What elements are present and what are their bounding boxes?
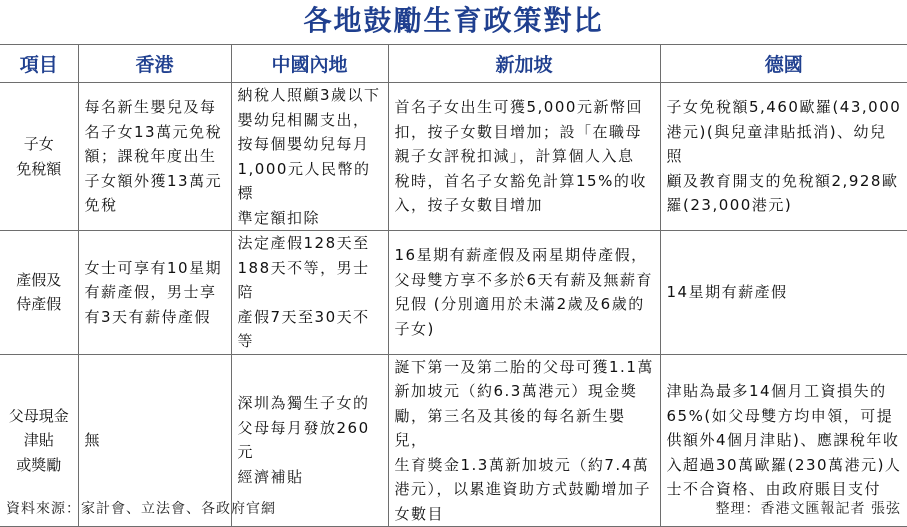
header-germany: 德國 bbox=[660, 45, 907, 83]
cell-hong-kong: 每名新生嬰兒及每 名子女13萬元免稅 額；課稅年度出生 子女額外獲13萬元 免稅 bbox=[78, 83, 231, 231]
row-label: 父母現金 津貼 或獎勵 bbox=[0, 354, 78, 527]
header-singapore: 新加坡 bbox=[388, 45, 660, 83]
policy-comparison-table bbox=[0, 44, 907, 527]
cell-germany: 子女免稅額5,460歐羅(43,000 港元)(與兒童津貼抵消)、幼兒照 顧及教育開支的免稅額2,928歐 羅(23,000港元) bbox=[660, 83, 907, 231]
row-label: 子女 免稅額 bbox=[0, 83, 78, 231]
table-row bbox=[0, 83, 907, 231]
cell-mainland: 法定產假128天至 188天不等，男士陪 產假7天至30天不 等 bbox=[231, 231, 388, 355]
cell-mainland: 深圳為獨生子女的 父母每月發放260元 經濟補貼 bbox=[231, 354, 388, 527]
cell-mainland: 納稅人照顧3歲以下 嬰幼兒相關支出， 按每個嬰幼兒每月 1,000元人民幣的標 準定額扣除 bbox=[231, 83, 388, 231]
header-hong-kong: 香港 bbox=[78, 45, 231, 83]
cell-hong-kong: 女士可享有10星期 有薪產假，男士享 有3天有薪侍產假 bbox=[78, 231, 231, 355]
cell-germany: 津貼為最多14個月工資損失的 65%(如父母雙方均申領，可提 供額外4個月津貼)、應課稅年收 入超過30萬歐羅(230萬港元)人 士不合資格、由政府賬目支付 bbox=[660, 354, 907, 527]
cell-singapore: 首名子女出生可獲5,000元新幣回 扣，按子女數目增加；設「在職母 親子女評稅扣減」，計算個人入息 稅時，首名子女豁免計算15%的收 入，按子女數目增加 bbox=[388, 83, 660, 231]
header-mainland: 中國內地 bbox=[231, 45, 388, 83]
cell-germany: 14星期有薪產假 bbox=[660, 231, 907, 355]
header-item: 項目 bbox=[0, 45, 78, 83]
cell-singapore: 16星期有薪產假及兩星期侍產假， 父母雙方享不多於6天有薪及無薪育 兒假 (分別適用於未滿2歲及6歲的 子女) bbox=[388, 231, 660, 355]
source-note: 資料來源：家計會、立法會、各政府官網 bbox=[6, 501, 276, 517]
page-title: 各地鼓勵生育政策對比 bbox=[303, 4, 604, 37]
table-header-row bbox=[0, 45, 907, 83]
row-label: 產假及 侍產假 bbox=[0, 231, 78, 355]
cell-singapore: 誕下第一及第二胎的父母可獲1.1萬 新加坡元（約6.3萬港元）現金獎 勵，第三名及其後的每名新生嬰兒， 生育獎金1.3萬新加坡元（約7.4萬 港元），以累進資助方式鼓勵增加子 女數目 bbox=[388, 354, 660, 527]
table-row bbox=[0, 231, 907, 355]
cell-hong-kong: 無 bbox=[78, 354, 231, 527]
credit-note: 整理：香港文匯報記者 張弦 bbox=[715, 501, 901, 517]
